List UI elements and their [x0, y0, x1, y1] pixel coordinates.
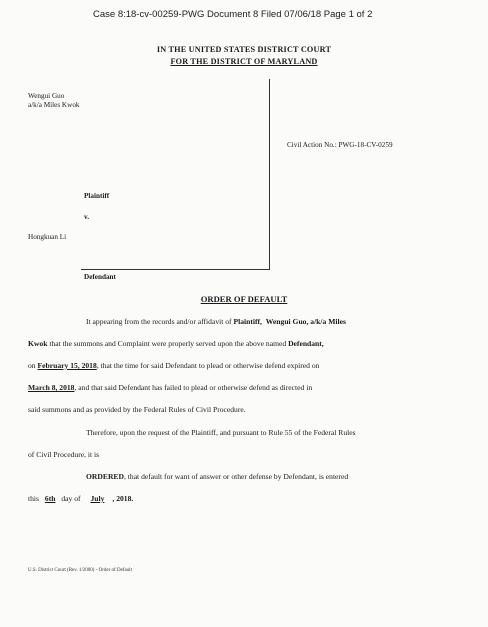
entry-month: July	[90, 494, 105, 503]
civil-action-number: Civil Action No.: PWG-18-CV-0259	[287, 141, 393, 149]
case-header: Case 8:18-cv-00259-PWG Document 8 Filed 07/06/18 Page 1 of 2	[93, 9, 373, 20]
defendant-label: Defendant	[84, 273, 116, 281]
court-name-line1: IN THE UNITED STATES DISTRICT COURT	[156, 45, 332, 54]
order-paragraph-1-line-4: March 8, 2018, and that said Defendant has failed to plead or otherwise defend as directed in	[28, 383, 313, 392]
caption-vertical-rule	[269, 79, 270, 269]
order-paragraph-1-line-1: It appearing from the records and/or affidavit of Plaintiff, Wengui Guo, a/k/a Miles	[86, 317, 346, 326]
deadline-date: March 8, 2018	[28, 383, 75, 392]
defendant-name: Hongkuan Li	[28, 233, 67, 241]
entry-day: 6th	[44, 494, 56, 503]
plaintiff-aka: a/k/a Miles Kwok	[28, 101, 80, 109]
order-paragraph-3-line-2: this 6th day of July , 2018.	[28, 494, 134, 503]
form-footer: U.S. District Court (Rev. 1/2000) - Order of Default	[28, 568, 132, 573]
order-paragraph-1-line-3: on February 15, 2018, that the time for said Defendant to plead or otherwise defend expired on	[28, 361, 320, 370]
versus-label: v.	[84, 213, 89, 221]
court-name-line2: FOR THE DISTRICT OF MARYLAND	[170, 57, 318, 66]
order-title: ORDER OF DEFAULT	[200, 294, 288, 304]
service-date: February 15, 2018	[37, 361, 97, 370]
order-paragraph-1-line-2: Kwok that the summons and Complaint were properly served upon the above named Defendant,	[28, 339, 324, 348]
order-paragraph-2-line-1: Therefore, upon the request of the Plaintiff, and pursuant to Rule 55 of the Federal Rules	[86, 428, 356, 437]
order-paragraph-2-line-2: of Civil Procedure, it is	[28, 450, 100, 459]
plaintiff-name: Wengui Guo	[28, 92, 65, 100]
order-paragraph-1-line-5: said summons and as provided by the Federal Rules of Civil Procedure.	[28, 405, 246, 414]
plaintiff-label: Plaintiff	[84, 192, 110, 200]
caption-horizontal-rule	[81, 269, 270, 270]
order-paragraph-3-line-1: ORDERED, that default for want of answer or other defense by Defendant, is entered	[86, 472, 349, 481]
